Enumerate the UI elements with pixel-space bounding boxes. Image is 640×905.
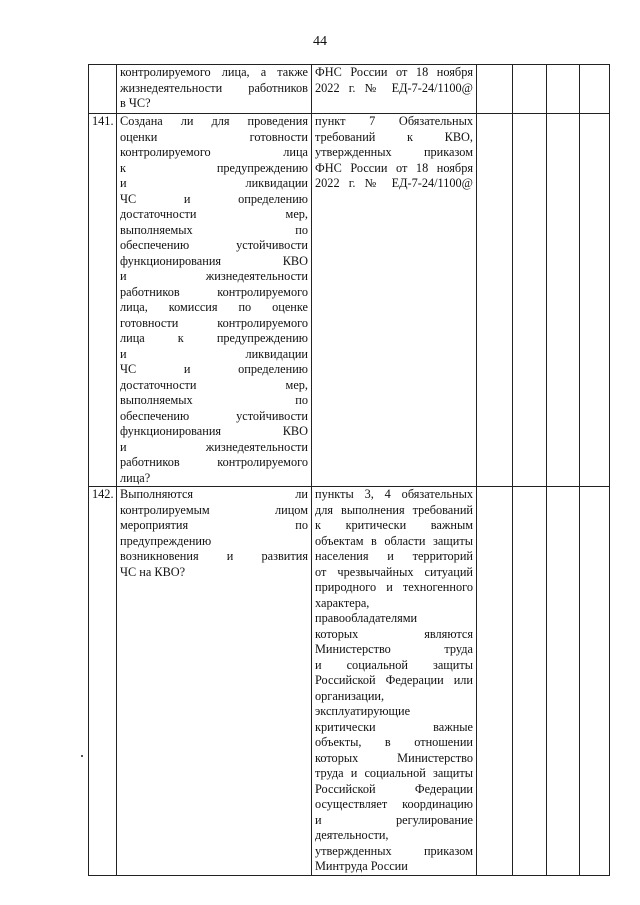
cell-text-line: предупреждению <box>120 533 212 548</box>
cell-text-line: контролируемым лицом <box>120 502 308 517</box>
cell-text-line: к критически важным <box>315 518 473 532</box>
reference-cell <box>312 114 477 487</box>
row-number-cell <box>89 65 117 114</box>
cell-text-line: и ликвидации <box>120 176 308 190</box>
cell-text-line: готовности контролируемого <box>120 315 308 330</box>
cell-text-line: и жизнедеятельности <box>120 269 308 283</box>
cell-text-line: Российской Федерации <box>315 781 473 796</box>
cell-text-line: и социальной защиты <box>315 657 473 672</box>
cell-text-line: труда и социальной защиты <box>315 766 473 780</box>
cell-text-line: объекты, в отношении <box>315 735 473 749</box>
cell-text-line: Российской Федерации или <box>315 673 473 687</box>
cell-text-line: которых Министерство <box>315 750 473 765</box>
reference-cell <box>312 487 477 876</box>
page-number: 44 <box>313 34 327 49</box>
cell-text-line: функционирования КВО <box>120 253 308 268</box>
cell-text-line: которых являются <box>315 626 473 641</box>
cell-text-line: требований к КВО, <box>315 129 473 144</box>
cell-text-line: для выполнения требований <box>315 502 473 517</box>
cell-text-line: выполняемых по <box>120 222 308 237</box>
cell-text-line: контролируемого лица, а также <box>120 65 308 79</box>
cell-text-line: работников контролируемого <box>120 284 308 299</box>
cell-text-line: пункты 3, 4 обязательных <box>315 487 473 501</box>
cell-text-line: обеспечению устойчивости <box>120 408 308 423</box>
answer-na-cell[interactable] <box>547 487 580 876</box>
cell-text-line: достаточности мер, <box>120 207 308 221</box>
cell-text-line: Создана ли для проведения <box>120 114 308 128</box>
cell-text-line: эксплуатирующие <box>315 704 411 718</box>
reference-cell <box>312 65 477 114</box>
cell-text-line: выполняемых по <box>120 393 308 407</box>
cell-text-line: Министерство труда <box>315 642 473 656</box>
cell-text-line: населения и территорий <box>315 549 473 563</box>
cell-text-line: мероприятия по <box>120 518 308 532</box>
answer-no-cell[interactable] <box>513 487 547 876</box>
answer-na-cell[interactable] <box>547 114 580 487</box>
cell-text-line: утвержденных приказом <box>315 843 473 858</box>
cell-text-line: Минтруда России <box>315 859 408 873</box>
cell-text-line: ЧС и определению <box>120 362 308 376</box>
cell-text-line: и жизнедеятельности <box>120 439 308 454</box>
answer-no-cell[interactable] <box>513 65 547 114</box>
cell-text-line: обеспечению устойчивости <box>120 238 308 252</box>
answer-na-cell[interactable] <box>547 65 580 114</box>
cell-text-line: достаточности мер, <box>120 377 308 392</box>
cell-text-line: объектам в области защиты <box>315 533 473 548</box>
cell-text-line: ФНС России от 18 ноября <box>315 160 473 175</box>
note-cell[interactable] <box>580 65 610 114</box>
answer-yes-cell[interactable] <box>477 487 513 876</box>
answer-no-cell[interactable] <box>513 114 547 487</box>
cell-text-line: ЧС на КВО? <box>120 564 186 579</box>
table-row <box>89 487 610 876</box>
cell-text-line: пункт 7 Обязательных <box>315 114 473 128</box>
cell-text-line: правообладателями <box>315 611 418 625</box>
cell-text-line: ФНС России от 18 ноября <box>315 65 473 79</box>
answer-yes-cell[interactable] <box>477 114 513 487</box>
cell-text-line: в ЧС? <box>120 96 151 110</box>
cell-text-line: оценки готовности <box>120 129 308 144</box>
row-number-cell: 141. <box>89 114 117 487</box>
cell-text-line: контролируемого лица <box>120 145 308 159</box>
cell-text-line: критически важные <box>315 719 473 734</box>
cell-text-line: 2022 г. № ЕД-7-24/1100@ <box>315 80 473 95</box>
question-cell <box>117 114 312 487</box>
cell-text-line: к предупреждению <box>120 160 308 175</box>
answer-yes-cell[interactable] <box>477 65 513 114</box>
table-row <box>89 65 610 114</box>
cell-text-line: функционирования КВО <box>120 424 308 438</box>
cell-text-line: организации, <box>315 688 385 703</box>
cell-text-line: Выполняются ли <box>120 487 308 501</box>
cell-text-line: работников контролируемого <box>120 455 308 469</box>
note-cell[interactable] <box>580 487 610 876</box>
cell-text-line: природного и техногенного <box>315 580 473 594</box>
cell-text-line: характера, <box>315 595 370 610</box>
cell-text-line: лица к предупреждению <box>120 331 308 345</box>
cell-text-line: жизнедеятельности работников <box>120 80 308 95</box>
cell-text-line: лица? <box>120 470 151 485</box>
cell-text-line: деятельности, <box>315 828 389 842</box>
cell-text-line: ЧС и определению <box>120 191 308 206</box>
question-cell <box>117 487 312 876</box>
table-row <box>89 114 610 487</box>
scan-speck <box>81 755 83 757</box>
cell-text-line: и регулирование <box>315 812 473 827</box>
cell-text-line: от чрезвычайных ситуаций <box>315 564 473 579</box>
cell-text-line: и ликвидации <box>120 346 308 361</box>
cell-text-line: лица, комиссия по оценке <box>120 300 308 314</box>
cell-text-line: возникновения и развития <box>120 549 308 563</box>
note-cell[interactable] <box>580 114 610 487</box>
cell-text-line: утвержденных приказом <box>315 145 473 159</box>
cell-text-line: 2022 г. № ЕД-7-24/1100@ <box>315 176 473 190</box>
cell-text-line: осуществляет координацию <box>315 797 473 811</box>
checklist-table <box>88 64 610 876</box>
question-cell <box>117 65 312 114</box>
row-number-cell: 142. <box>89 487 117 876</box>
